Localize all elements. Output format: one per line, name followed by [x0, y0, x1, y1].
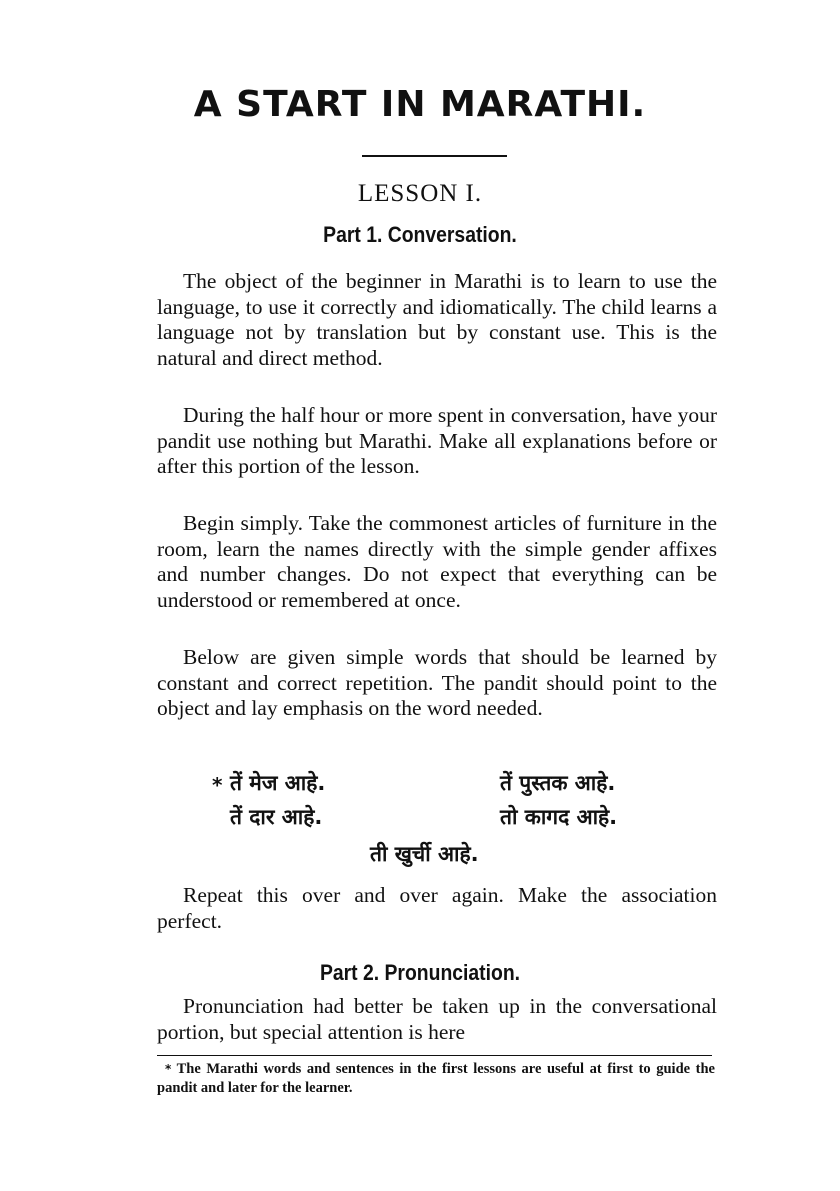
- marathi-sentence: तो कागद आहे.: [500, 805, 618, 829]
- footnote-text: The Marathi words and sentences in the first lessons are useful at first to guide the pandit and later for the learner.: [157, 1061, 715, 1096]
- title-divider: [362, 155, 507, 157]
- footnote-divider: [157, 1055, 712, 1056]
- paragraph-pronunciation: Pronunciation had better be taken up in the conversational portion, but special attention is here: [157, 994, 717, 1044]
- asterisk-marker: *: [212, 773, 223, 797]
- page-title: A START IN MARATHI.: [193, 84, 647, 125]
- paragraph-conversation: During the half hour or more spent in conversation, have your pandit use nothing but Marathi. Make all explanations before or after this portion of the lesson.: [157, 403, 717, 478]
- part2-heading: Part 2. Pronunciation.: [319, 960, 521, 985]
- marathi-sentence: ती खुर्ची आहे.: [370, 842, 479, 866]
- marathi-sentence: तें मेज आहे.: [230, 771, 326, 795]
- marathi-sentence: तें पुस्तक आहे.: [500, 771, 616, 795]
- paragraph-objective: The object of the beginner in Marathi is to learn to use the language, to use it correctly and idiomatically. The child learns a language not by translation but by constant use. This is the natural and direct method.: [157, 269, 717, 370]
- paragraph-simple-words: Below are given simple words that should be learned by constant and correct repetition. The pandit should point to the object and lay emphasis on the word needed.: [157, 645, 717, 720]
- footnote-marker: *: [165, 1062, 172, 1076]
- paragraph-repeat: Repeat this over and over again. Make the association perfect.: [157, 883, 717, 933]
- footnote: [157, 1060, 715, 1098]
- part1-heading: Part 1. Conversation.: [323, 222, 517, 247]
- marathi-sentence: तें दार आहे.: [230, 805, 323, 829]
- lesson-heading: LESSON I.: [357, 180, 483, 207]
- paragraph-begin-simply: Begin simply. Take the commonest articles of furniture in the room, learn the names directly with the simple gender affixes and number changes. Do not expect that everything can be understood or remembered at once.: [157, 511, 717, 612]
